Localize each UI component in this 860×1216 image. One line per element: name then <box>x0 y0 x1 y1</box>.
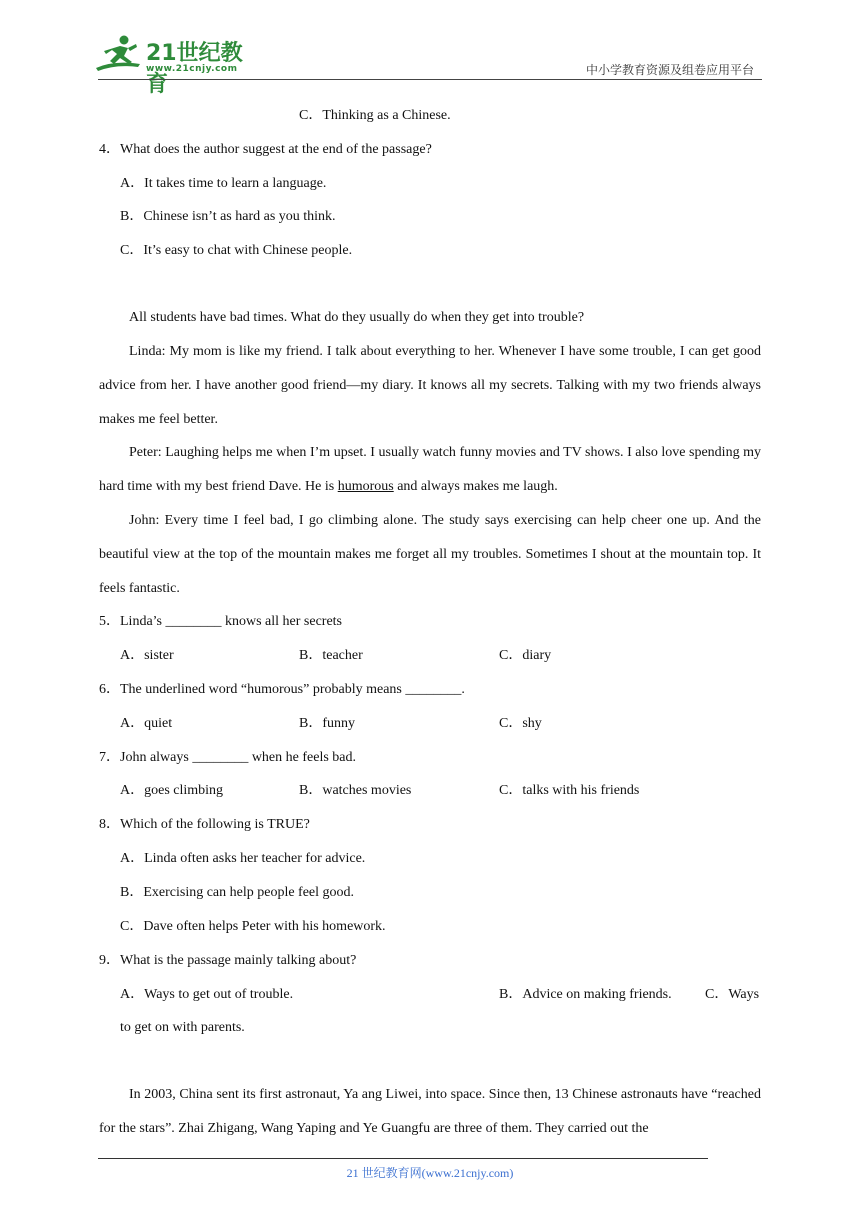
q7-option-b: B．watches movies <box>299 783 412 798</box>
q4-option-c: C．It’s easy to chat with Chinese people. <box>120 243 353 258</box>
q5-option-c: C．diary <box>499 648 552 663</box>
q7-option-a: A．goes climbing <box>120 783 224 798</box>
q6-option-a: A．quiet <box>120 716 173 731</box>
passage2-john: John: Every time I feel bad, I go climbing alone. The study says exercising can help cheer one up. And the beautiful view at the top of the mountain makes me forget all my troubles. Sometimes I shout at the mountain top. It feels fantastic. <box>99 513 761 596</box>
site-logo <box>94 34 264 97</box>
underlined-word: humorous <box>337 478 394 494</box>
q4-option-b: B．Chinese isn’t as hard as you think. <box>120 209 336 224</box>
q9-question: 9．What is the passage mainly talking about? <box>99 953 357 968</box>
header-divider <box>98 79 762 80</box>
q5-question: 5．Linda’s ________ knows all her secrets <box>99 614 343 629</box>
q6-option-b: B．funny <box>299 716 355 731</box>
q5-option-b: B．teacher <box>299 648 363 663</box>
logo-title: 21世纪教育 <box>146 41 243 97</box>
passage2-linda: Linda: My mom is like my friend. I talk about everything to her. Whenever I have some trouble, I can get good advice from her. I have another good friend—my diary. It knows all my secrets. Talking with my two friends always makes me feel better. <box>99 344 761 427</box>
q7-question: 7．John always ________ when he feels bad. <box>99 750 357 765</box>
q9-option-c: C．Ways <box>705 987 760 1002</box>
platform-name: 中小学教育资源及组卷应用平台 <box>585 63 754 77</box>
q5-option-a: A．sister <box>120 648 174 663</box>
q8-option-b: B．Exercising can help people feel good. <box>120 885 355 900</box>
q9-option-b: B．Advice on making friends. <box>499 987 672 1002</box>
passage3-text: In 2003, China sent its first astronaut, Ya ang Liwei, into space. Since then, 13 Chinese astronauts have “reached for the stars”. Zhai Zhigang, Wang Yaping and Ye Guangfu are three of them. They carried out the <box>99 1087 761 1136</box>
footer-text: 21 世纪教育网(www.21cnjy.com) <box>346 1166 514 1180</box>
page-header <box>0 0 860 97</box>
q6-question: 6．The underlined word “humorous” probably means ________. <box>99 682 465 697</box>
runner-icon <box>94 34 144 76</box>
q6-option-c: C．shy <box>499 716 542 731</box>
footer-divider <box>98 1158 708 1159</box>
q8-option-a: A．Linda often asks her teacher for advice. <box>120 851 366 866</box>
q9-option-a: A．Ways to get out of trouble. <box>120 987 294 1002</box>
q4-option-a: A．It takes time to learn a language. <box>120 176 327 191</box>
q8-option-c: C．Dave often helps Peter with his homework. <box>120 919 386 934</box>
q9-option-c-continued: to get on with parents. <box>120 1020 245 1035</box>
q7-option-c: C．talks with his friends <box>499 783 640 798</box>
logo-url: www.21cnjy.com <box>146 64 238 74</box>
q8-question: 8．Which of the following is TRUE? <box>99 817 310 832</box>
q4-question: 4．What does the author suggest at the end of the passage? <box>99 142 432 157</box>
q3-option-c: C．Thinking as a Chinese. <box>299 108 451 123</box>
passage2-intro: All students have bad times. What do they usually do when they get into trouble? <box>129 310 585 325</box>
passage2-peter: Peter: Laughing helps me when I’m upset. I usually watch funny movies and TV shows. I also love spending my hard time with my best friend Dave. He is humorous and always makes me laugh. <box>99 445 761 494</box>
